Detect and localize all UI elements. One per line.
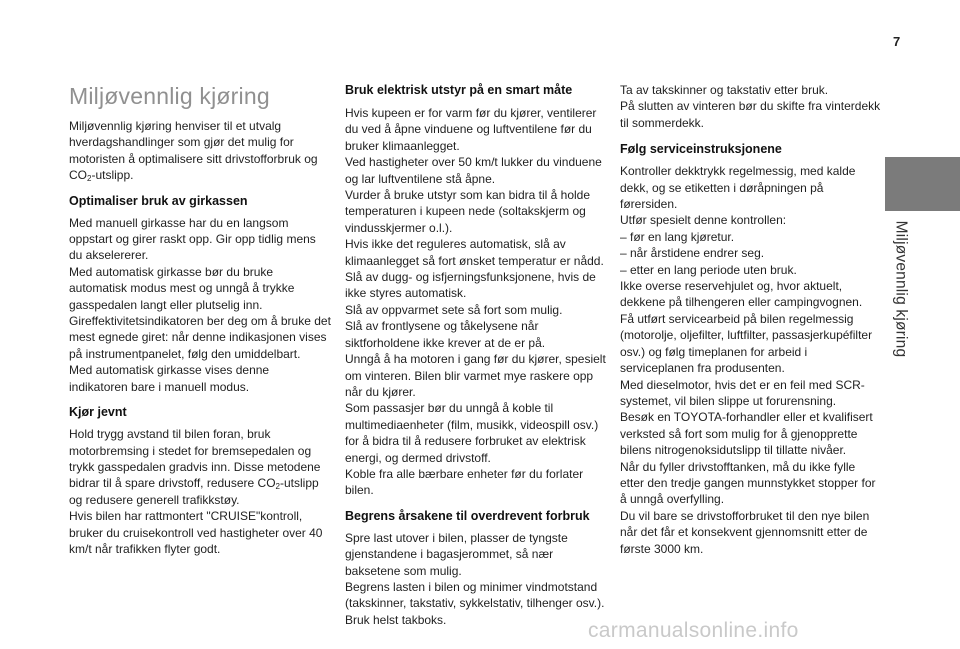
- electrical-paragraph: Slå av dugg- og isfjerningsfunksjonene, hvis de ikke styres automatisk.: [345, 270, 596, 301]
- electrical-paragraph: Ved hastigheter over 50 km/t lukker du vinduene og lar luftventilene stå åpne.: [345, 155, 602, 186]
- smooth-driving-heading: Kjør jevnt: [69, 405, 127, 420]
- electrical-paragraph: Slå av oppvarmet sete så fort som mulig.: [345, 302, 563, 317]
- gearbox-heading: Optimaliser bruk av girkassen: [69, 193, 248, 208]
- tyres-paragraph: På slutten av vinteren bør du skifte fra vinterdekk til sommerdekk.: [620, 99, 881, 130]
- electrical-paragraph: Som passasjer bør du unngå å koble til multimediaenheter (film, musikk, videospill osv.) for å bidra til å redusere forbruket av elektrisk energi, og dermed drivstoff.: [345, 401, 599, 465]
- service-paragraph: Få utført servicearbeid på bilen regelmessig (motorolje, oljefilter, luftfilter, passasjerkupéfilter osv.) og følg timeplanen for arbeid i serviceplanen fra produsenten.: [620, 311, 873, 376]
- service-paragraph: Med dieselmotor, hvis det er en feil med SCR-systemet, vil bilen slippe ut forurensning.: [620, 377, 865, 408]
- electrical-paragraph: Vurder å bruke utstyr som kan bidra til å holde temperaturen i kupeen nede (soltakskjerm og vindusskjermer o.l.).: [345, 188, 591, 235]
- electrical-paragraph: Slå av frontlysene og tåkelysene når siktforholdene ikke krever at de er på.: [345, 319, 546, 350]
- service-list-item: – før en lang kjøretur.: [620, 229, 735, 244]
- service-list-item: – etter en lang periode uten bruk.: [620, 262, 797, 277]
- service-list-item: – når årstidene endrer seg.: [620, 246, 765, 261]
- load-paragraph: Spre last utover i bilen, plasser de tyngste gjenstandene i bagasjerommet, så nær baksetene som mulig.: [345, 530, 568, 578]
- page-title: Miljøvennlig kjøring: [69, 83, 270, 109]
- smooth-driving-paragraph: Hold trygg avstand til bilen foran, bruk motorbremsing i stedet for bremsepedalen og trykk gasspedalen gradvis inn. Disse metodene bidrar til å spare drivstoff, redusere $CO_2$-utslipp og redusere generell trafikkstøy.: [69, 427, 321, 507]
- service-paragraph: Utfør spesielt denne kontrollen:: [620, 213, 787, 228]
- service-heading: Følg serviceinstruksjonene: [620, 142, 782, 157]
- service-paragraph: Ikke overse reservehjulet og, hvor aktuelt, dekkene på tilhengeren eller campingvognen.: [620, 279, 863, 310]
- electrical-paragraph: Hvis kupeen er for varm før du kjører, ventilerer du ved å åpne vinduene og luftventilene før du bruker klimaanlegget.: [345, 106, 597, 153]
- column-left: [69, 82, 331, 557]
- gearbox-paragraph: Med automatisk girkasse bør du bruke automatisk modus mest og unngå å trykke gasspedalen langt eller plutselig inn.: [69, 264, 295, 312]
- intro-paragraph: Miljøvennlig kjøring henviser til et utvalg hverdagshandlinger som gjør det mulig for motoristen å optimalisere sitt drivstofforbruk og $CO_2$-utslipp.: [69, 119, 318, 184]
- column-middle: [345, 82, 607, 628]
- page-number: 7: [893, 34, 901, 49]
- smooth-driving-paragraph: Hvis bilen har rattmontert "CRUISE"kontroll, bruker du cruisekontroll ved hastigheter over 40 km/t når trafikken flyter godt.: [69, 509, 323, 556]
- service-paragraph: Besøk en TOYOTA-forhandler eller et kvalifisert verksted så fort som mulig for å gjenopprette bilens nitrogenoksidutslipp til tillatte nivåer.: [620, 410, 873, 458]
- watermark: carmanualsonline.info: [588, 619, 799, 642]
- chapter-label-text: Miljøvennlig kjøring: [892, 220, 909, 358]
- chapter-tab: [885, 157, 960, 211]
- service-paragraph: Kontroller dekktrykk regelmessig, med kalde dekk, og se etiketten i døråpningen på førersiden.: [620, 164, 856, 212]
- gearbox-paragraph: Gireffektivitetsindikatoren ber deg om å bruke det mest egnede giret: når denne indikasjonen vises på instrumentpanelet, følg den umiddelbart.: [69, 314, 331, 361]
- gearbox-paragraph: Med manuell girkasse har du en langsom oppstart og girer raskt opp. Gir opp tidlig mens du akselererer.: [69, 215, 316, 263]
- electrical-equipment-heading: Bruk elektrisk utstyr på en smart måte: [345, 83, 573, 97]
- roof-rack-paragraph: Ta av takskinner og takstativ etter bruk.: [620, 83, 829, 97]
- electrical-paragraph: Unngå å ha motoren i gang før du kjører, spesielt om vinteren. Bilen blir varmet mye raskere opp når du kjører.: [345, 352, 606, 399]
- excess-consumption-heading: Begrens årsakene til overdrevent forbruk: [345, 508, 590, 523]
- chapter-label: [889, 214, 911, 364]
- service-paragraph: Når du fyller drivstofftanken, må du ikke fylle etter den tredje gangen munnstykket stopper for å unngå overfylling.: [620, 459, 876, 507]
- load-paragraph: Begrens lasten i bilen og minimer vindmotstand (takskinner, takstativ, sykkelstativ, tilhenger osv.). Bruk helst takboks.: [345, 579, 605, 627]
- service-paragraph: Du vil bare se drivstofforbruket til den nye bilen når det får et konsekvent gjennomsnitt etter de første 3000 km.: [620, 508, 870, 556]
- column-right: [620, 82, 882, 557]
- gearbox-paragraph: Med automatisk girkasse vises denne indikatoren bare i manuell modus.: [69, 363, 270, 394]
- electrical-paragraph: Hvis ikke det reguleres automatisk, slå av klimaanlegget så fort ønsket temperatur er nådd.: [345, 237, 604, 268]
- electrical-paragraph: Koble fra alle bærbare enheter før du forlater bilen.: [345, 466, 584, 498]
